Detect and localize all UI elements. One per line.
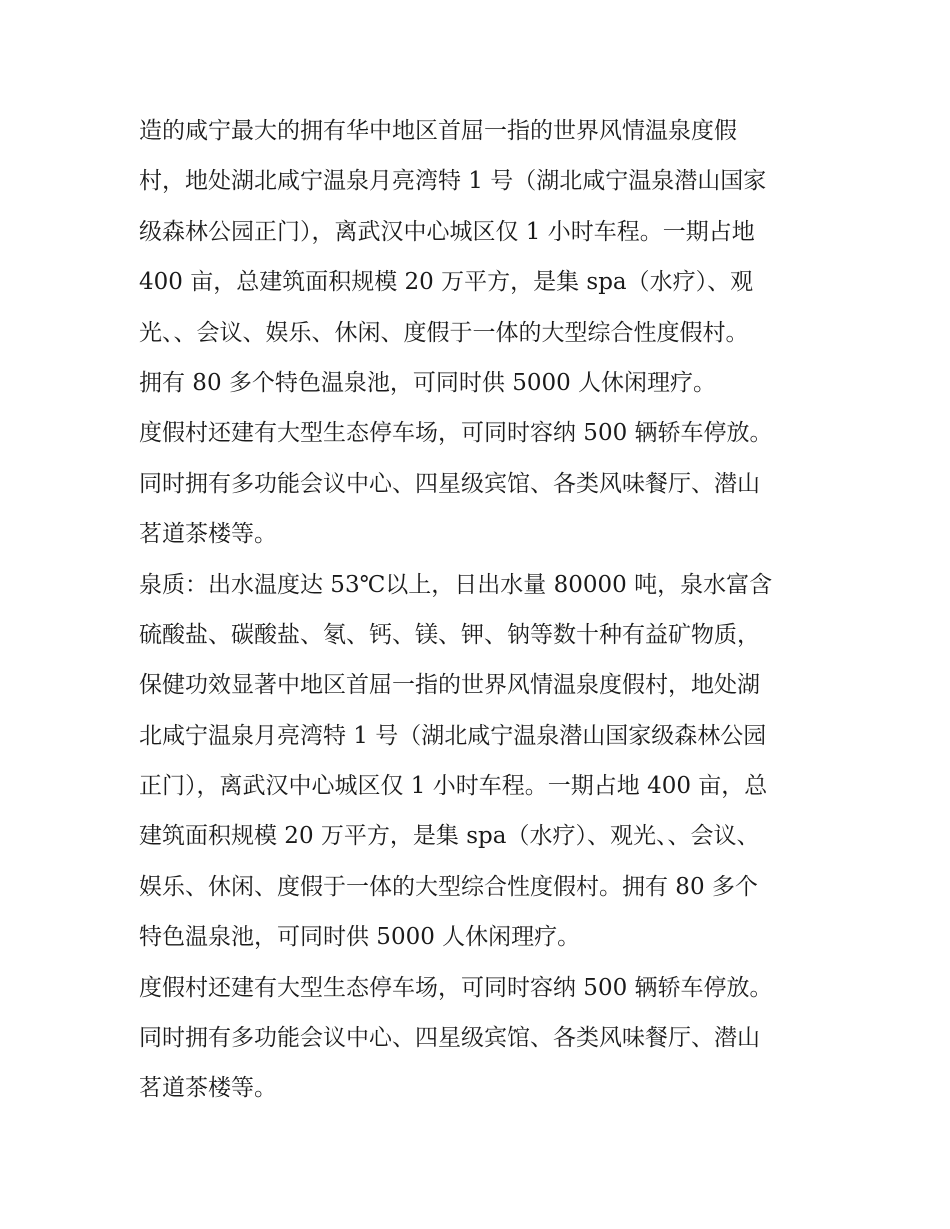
- text-line: 保健功效显著中地区首屈一指的世界风情温泉度假村，地处湖: [139, 672, 760, 699]
- text-line: 同时拥有多功能会议中心、四星级宾馆、各类风味餐厅、潜山: [139, 470, 760, 497]
- text-line: 娱乐、休闲、度假于一体的大型综合性度假村。拥有 80 多个: [139, 873, 758, 900]
- text-line: 村，地处湖北咸宁温泉月亮湾特 1 号（湖北咸宁温泉潜山国家: [139, 168, 767, 195]
- text-line: 同时拥有多功能会议中心、四星级宾馆、各类风味餐厅、潜山: [139, 1025, 760, 1052]
- text-line: 泉质：出水温度达 53℃以上，日出水量 80000 吨，泉水富含: [139, 571, 773, 598]
- text-line: 400 亩，总建筑面积规模 20 万平方，是集 spa（水疗）、观: [139, 269, 754, 296]
- text-line: 茗道茶楼等。: [139, 1075, 277, 1102]
- text-line: 正门），离武汉中心城区仅 1 小时车程。一期占地 400 亩，总: [139, 773, 768, 800]
- text-line: 度假村还建有大型生态停车场，可同时容纳 500 辆轿车停放。: [139, 420, 773, 447]
- text-line: 光、、会议、娱乐、休闲、度假于一体的大型综合性度假村。: [139, 319, 749, 346]
- text-line: 级森林公园正门），离武汉中心城区仅 1 小时车程。一期占地: [139, 218, 755, 245]
- text-line: 特色温泉池，可同时供 5000 人休闲理疗。: [139, 924, 581, 951]
- text-line: 北咸宁温泉月亮湾特 1 号（湖北咸宁温泉潜山国家级森林公园: [139, 722, 767, 749]
- body-text: [139, 106, 819, 1114]
- text-line: 建筑面积规模 20 万平方，是集 spa（水疗）、观光、、会议、: [139, 823, 760, 850]
- text-line: 茗道茶楼等。: [139, 521, 277, 548]
- text-line: 拥有 80 多个特色温泉池，可同时供 5000 人休闲理疗。: [139, 369, 717, 396]
- text-line: 度假村还建有大型生态停车场，可同时容纳 500 辆轿车停放。: [139, 974, 773, 1001]
- text-line: 硫酸盐、碳酸盐、氡、钙、镁、钾、钠等数十种有益矿物质，: [139, 621, 760, 648]
- text-line: 造的咸宁最大的拥有华中地区首屈一指的世界风情温泉度假: [139, 118, 737, 144]
